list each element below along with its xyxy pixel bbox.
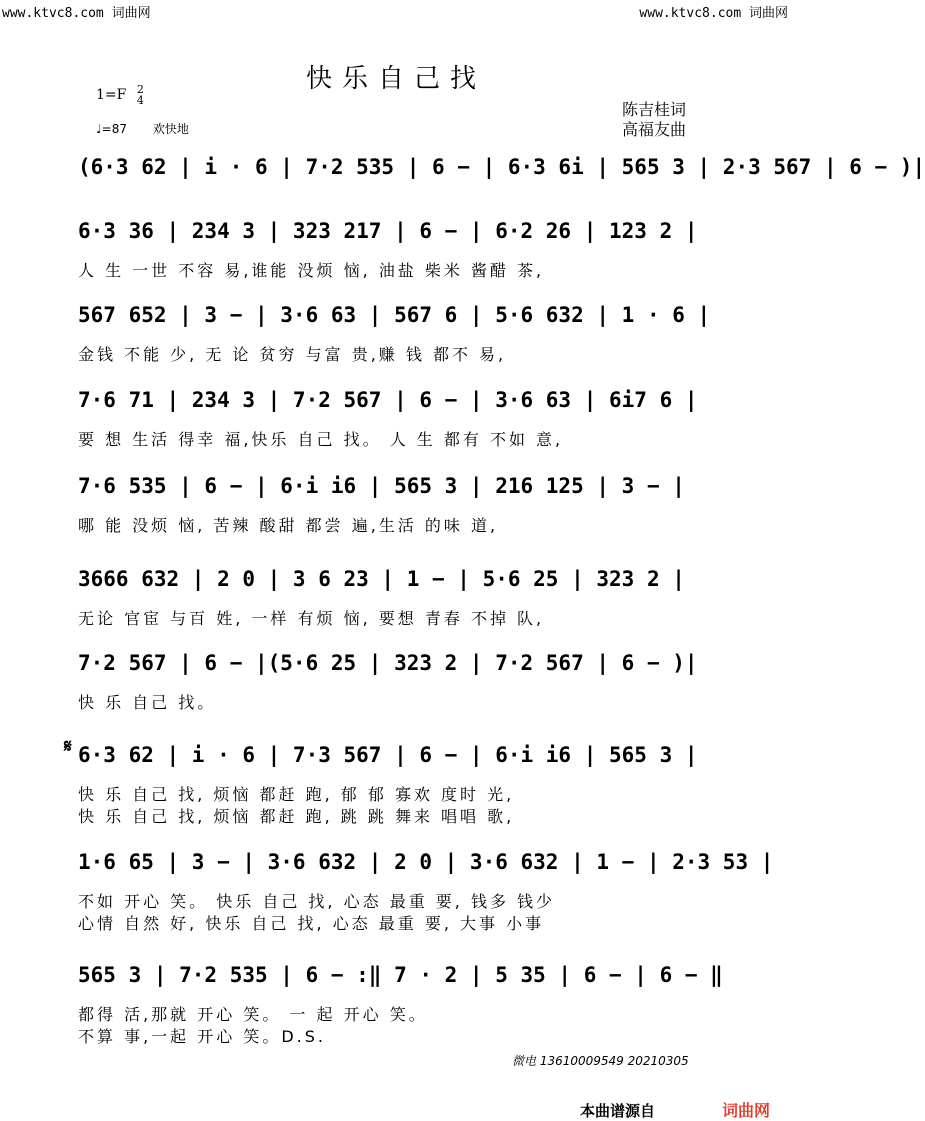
time-signature	[137, 84, 144, 106]
score-line	[0, 738, 792, 826]
credits	[622, 100, 686, 140]
tempo-marking	[96, 120, 211, 137]
composer: 高福友曲	[622, 120, 687, 139]
contact-info: 微电 13610009549 20210305	[512, 1054, 689, 1068]
meter-bottom: 4	[136, 94, 144, 107]
lyric-line: 哪 能 没烦 恼, 苦辣 酸甜 都尝 遍,生活 的味 道,	[78, 516, 499, 535]
expression-mark: 欢快地	[152, 122, 189, 136]
notation-line: 7·6 71 | 234 3 | 7·2 567 | 6 − | 3·6 63 | 6i7 6 |	[78, 388, 698, 412]
score-line	[0, 383, 792, 449]
score-line	[0, 150, 925, 198]
score-line	[0, 958, 792, 1046]
lyricist: 陈吉桂词	[622, 100, 687, 119]
source-brand: 词曲网	[722, 1101, 771, 1120]
notation-line: 6·3 62 | i · 6 | 7·3 567 | 6 − | 6·i i6 | 565 3 |	[78, 743, 698, 767]
lyric-line: 人 生 一世 不容 易,谁能 没烦 恼, 油盐 柴米 酱醋 茶,	[78, 261, 545, 280]
watermark-left: www.ktvc8.com 词曲网	[2, 6, 151, 21]
lyric-line: 金钱 不能 少, 无 论 贫穷 与富 贵,赚 钱 都不 易,	[78, 345, 507, 364]
notation-line: 565 3 | 7·2 535 | 6 − :‖ 7 · 2 | 5 35 | 6 − | 6 − ‖	[78, 963, 723, 987]
source-label: 本曲谱源自	[580, 1102, 656, 1120]
score-line	[0, 562, 792, 628]
score-line	[0, 298, 792, 364]
lyric-line: 快 乐 自己 找, 烦恼 都赶 跑, 跳 跳 舞来 唱唱 歌,	[78, 807, 515, 826]
lyric-line: 要 想 生活 得幸 福,快乐 自己 找。 人 生 都有 不如 意,	[78, 430, 564, 449]
score-line	[0, 469, 792, 535]
lyric-line: 心情 自然 好, 快乐 自己 找, 心态 最重 要, 大事 小事	[78, 914, 545, 933]
score-line	[0, 214, 792, 280]
notation-line: 6·3 36 | 234 3 | 323 217 | 6 − | 6·2 26 | 123 2 |	[78, 219, 698, 243]
segno-sign: 𝄋	[64, 736, 72, 757]
notation-line: 3666 632 | 2 0 | 3 6 23 | 1 − | 5·6 25 | 323 2 |	[78, 567, 685, 591]
meter-top: 2	[136, 83, 144, 96]
notation-line: 7·6 535 | 6 − | 6·i i6 | 565 3 | 216 125 | 3 − |	[78, 474, 685, 498]
key-label: 1=F	[96, 87, 127, 103]
notation-line: 567 652 | 3 − | 3·6 63 | 567 6 | 5·6 632 | 1 · 6 |	[78, 303, 711, 327]
lyric-line: 都得 活,那就 开心 笑。 一 起 开心 笑。	[78, 1005, 428, 1024]
lyric-line: 无论 官宦 与百 姓, 一样 有烦 恼, 要想 青春 不掉 队,	[78, 609, 545, 628]
lyric-line: 不算 事,一起 开心 笑。D.S.	[78, 1027, 326, 1046]
score-line	[0, 845, 792, 933]
song-title: 快乐自己找	[305, 64, 486, 94]
tempo-value: ♩=87	[96, 122, 127, 136]
watermark-right: www.ktvc8.com 词曲网	[639, 6, 788, 21]
score-line	[0, 646, 792, 712]
lyric-line: 快 乐 自己 找。	[78, 693, 217, 712]
lyric-line: 快 乐 自己 找, 烦恼 都赶 跑, 郁 郁 寡欢 度时 光,	[78, 785, 515, 804]
lyric-line: 不如 开心 笑。 快乐 自己 找, 心态 最重 要, 钱多 钱少	[78, 892, 556, 911]
notation-line: (6·3 62 | i · 6 | 7·2 535 | 6 − | 6·3 6i | 565 3 | 2·3 567 | 6 − )|	[78, 155, 925, 179]
key-signature	[96, 84, 144, 106]
notation-line: 1·6 65 | 3 − | 3·6 632 | 2 0 | 3·6 632 | 1 − | 2·3 53 |	[78, 850, 774, 874]
notation-line: 7·2 567 | 6 − |(5·6 25 | 323 2 | 7·2 567 | 6 − )|	[78, 651, 698, 675]
